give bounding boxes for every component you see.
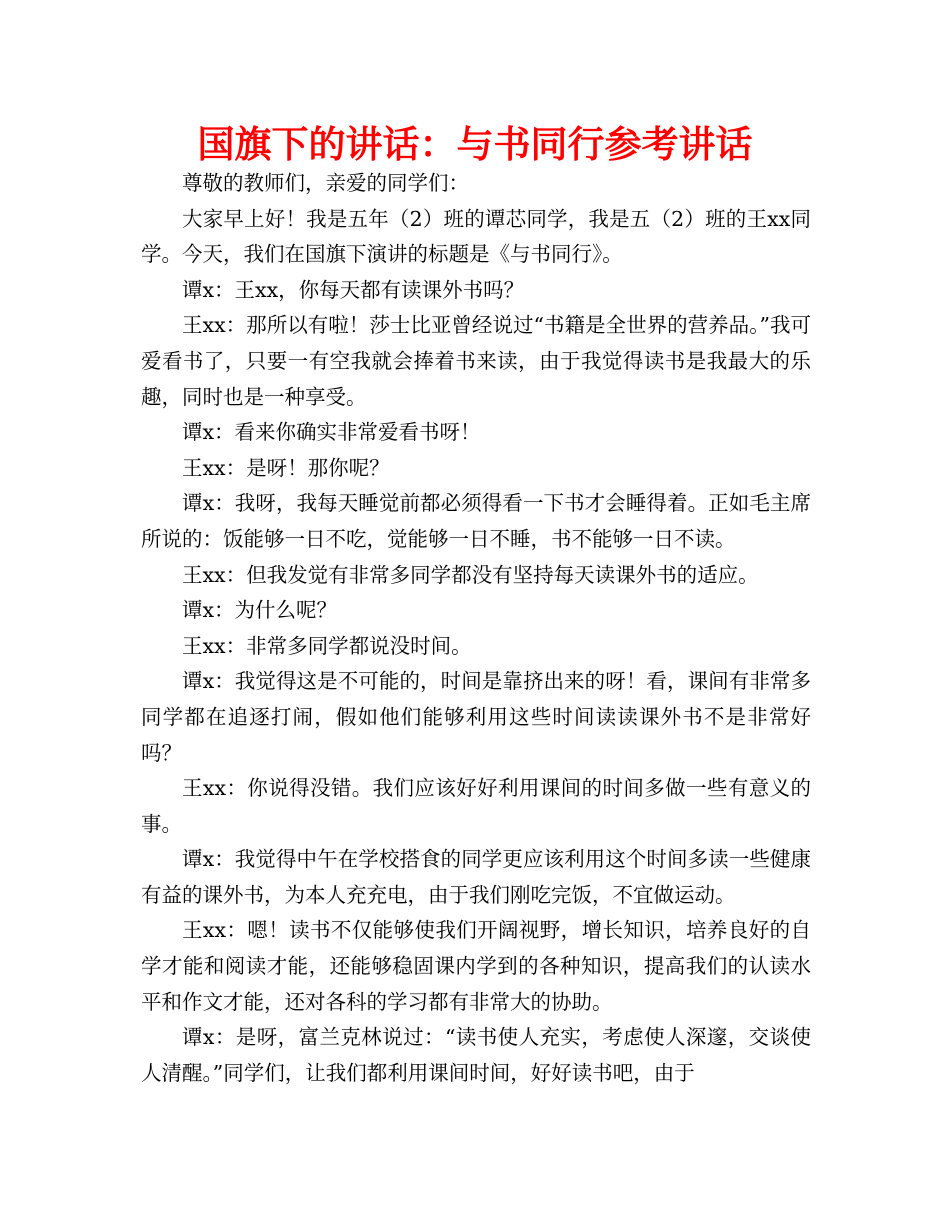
paragraph-dialogue: 谭x：王xx，你每天都有读课外书吗？ (182, 277, 525, 302)
paragraph-dialogue: 王xx：但我发觉有非常多同学都没有坚持每天读课外书的适应。 (182, 562, 759, 587)
paragraph-dialogue: 王xx：嗯！读书不仅能够使我们开阔视野，增长知识，培养良好的自学才能和阅读才能，还能够稳固课内学到的各种知识，提高我们的认读水平和作文才能，还对各科的学习都有非常大的协助。 (141, 918, 811, 1014)
paragraph-dialogue: 王xx：你说得没错。我们应该好好利用课间的时间多做一些有意义的事。 (141, 776, 811, 836)
paragraph-dialogue: 谭x：是呀，富兰克林说过：“读书使人充实，考虑使人深邃，交谈使人清醒。”同学们，让我们都利用课间时间，好好读书吧，由于 (141, 1025, 811, 1085)
paragraph-dialogue: 谭x：为什么呢？ (182, 598, 338, 623)
paragraph-greeting: 尊敬的教师们，亲爱的同学们： (182, 171, 469, 195)
paragraph-dialogue: 王xx：是呀！那你呢？ (182, 455, 390, 480)
document-title: 国旗下的讲话：与书同行参考讲话 (197, 123, 753, 166)
paragraph-dialogue: 谭x：我觉得这是不可能的，时间是靠挤出来的呀！看，课间有非常多同学都在追逐打闹，假如他们能够利用这些时间读读课外书不是非常好吗？ (141, 669, 811, 765)
paragraph-dialogue: 王xx：那所以有啦！莎士比亚曾经说过“书籍是全世界的营养品。”我可爱看书了，只要一有空我就会捧着书来读，由于我觉得读书是我最大的乐趣，同时也是一种享受。 (141, 313, 811, 409)
document-body (141, 166, 811, 1091)
paragraph-dialogue: 谭x：我呀，我每天睡觉前都必须得看一下书才会睡得着。正如毛主席所说的：饭能够一日不吃，觉能够一日不睡，书不能够一日不读。 (141, 491, 811, 551)
paragraph-intro: 大家早上好！我是五年（2）班的谭芯同学，我是五（2）班的王xx同学。今天，我们在国旗下演讲的标题是《与书同行》。 (141, 206, 811, 267)
paragraph-dialogue: 谭x：我觉得中午在学校搭食的同学更应该利用这个时间多读一些健康有益的课外书，为本人充充电，由于我们刚吃完饭，不宜做运动。 (141, 847, 811, 907)
paragraph-dialogue: 王xx：非常多同学都说没时间。 (182, 633, 472, 658)
paragraph-dialogue: 谭x：看来你确实非常爱看书呀！ (182, 420, 481, 445)
